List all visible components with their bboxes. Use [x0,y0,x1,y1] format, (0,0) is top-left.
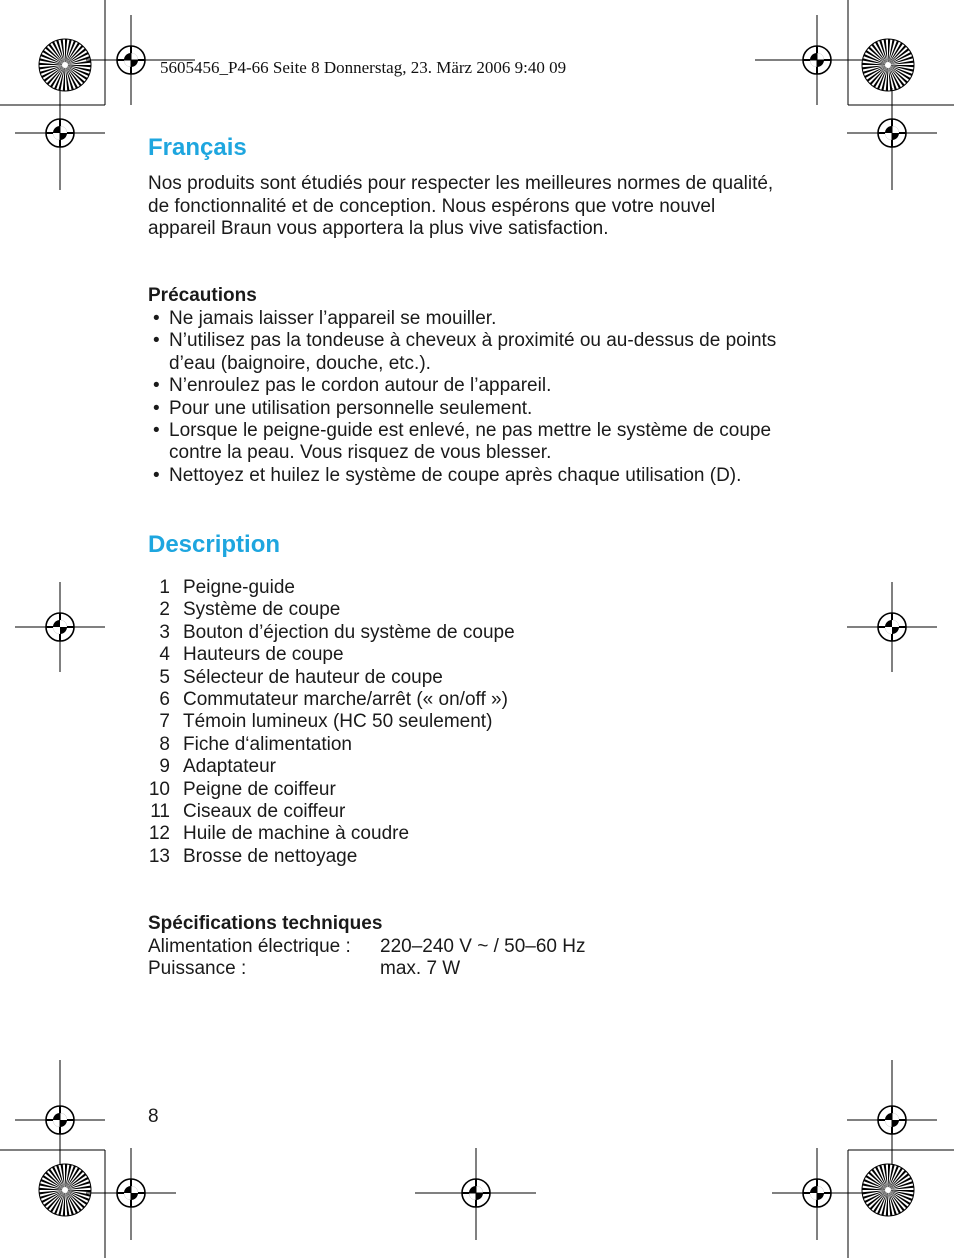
bullet-icon: • [153,330,160,352]
list-item [148,420,818,465]
part-label: Brosse de nettoyage [183,845,358,867]
spec-label: Puissance : [148,958,247,979]
list-item [148,846,515,868]
list-item [148,330,818,375]
list-item [148,398,818,420]
intro-line: Nos produits sont étudiés pour respecter les meilleures normes de qualité, [148,173,774,194]
precaution-text: Nettoyez et huilez le système de coupe après chaque utilisation (D). [169,464,742,486]
list-item [148,823,515,845]
part-label: Huile de machine à coudre [183,823,410,845]
part-number: 12 [148,823,170,845]
list-item [148,779,515,801]
part-label: Système de coupe [183,599,341,621]
precaution-text: N’utilisez pas la tondeuse à cheveux à proximité ou au-dessus de points d’eau (baignoire, douche, etc.). [169,330,777,374]
precautions-list [148,308,818,487]
intro-line: appareil Braun vous apportera la plus vive satisfaction. [148,218,609,239]
intro-paragraph [148,173,818,241]
spec-row [148,958,461,980]
precaution-text: Ne jamais laisser l’appareil se mouiller. [169,308,497,329]
part-number: 7 [159,711,170,733]
part-label: Bouton d’éjection du système de coupe [183,621,515,643]
list-item [148,689,515,711]
list-item [148,644,515,666]
part-label: Fiche d‘alimentation [183,733,352,755]
list-item [148,756,515,778]
part-number: 2 [159,599,170,621]
part-label: Hauteurs de coupe [183,644,344,666]
part-number: 9 [159,756,170,778]
bullet-icon: • [153,308,160,329]
part-number: 3 [159,621,170,643]
part-label: Peigne-guide [183,577,295,598]
precaution-text: N’enroulez pas le cordon autour de l’appareil. [169,375,552,397]
part-label: Sélecteur de hauteur de coupe [183,666,443,688]
list-item [148,622,515,644]
list-item [148,734,515,756]
parts-list [148,577,515,868]
part-number: 11 [150,801,170,823]
slug-line: 5605456_P4-66 Seite 8 Donnerstag, 23. März 2006 9:40 09 [160,58,567,77]
list-item [148,465,818,487]
specifications-heading: Spécifications techniques [148,913,383,934]
part-label: Commutateur marche/arrêt (« on/off ») [183,689,508,711]
list-item [148,375,818,397]
part-label: Peigne de coiffeur [183,778,336,800]
part-number: 10 [148,778,170,800]
list-item [148,308,818,330]
list-item [148,599,515,621]
page-number: 8 [148,1106,159,1127]
bullet-icon: • [153,397,160,419]
part-number: 5 [159,666,170,688]
part-number: 4 [159,644,170,666]
part-label: Ciseaux de coiffeur [183,801,346,823]
list-item [148,711,515,733]
part-label: Adaptateur [183,756,276,778]
bullet-icon: • [153,375,160,397]
part-number: 6 [159,689,170,711]
list-item [148,667,515,689]
part-number: 8 [159,733,170,755]
spec-row [148,936,586,958]
precautions-heading: Précautions [148,285,257,306]
part-number: 13 [148,845,170,867]
intro-line: de fonctionnalité et de conception. Nous espérons que votre nouvel [148,195,716,217]
bullet-icon: • [153,464,160,486]
bullet-icon: • [153,420,160,442]
spec-value: 220–240 V ~ / 50–60 Hz [380,936,586,957]
part-number: 1 [159,577,170,598]
section-title-francais: Français [148,134,247,161]
section-title-description: Description [148,531,281,558]
precaution-text: Pour une utilisation personnelle seulement. [169,397,533,419]
list-item [148,801,515,823]
precaution-text: Lorsque le peigne-guide est enlevé, ne pas mettre le système de coupe contre la peau. Vous risquez de vous blesser. [169,420,772,464]
spec-label: Alimentation électrique : [148,936,351,957]
list-item [148,577,515,599]
spec-value: max. 7 W [380,958,461,979]
part-label: Témoin lumineux (HC 50 seulement) [183,711,493,733]
